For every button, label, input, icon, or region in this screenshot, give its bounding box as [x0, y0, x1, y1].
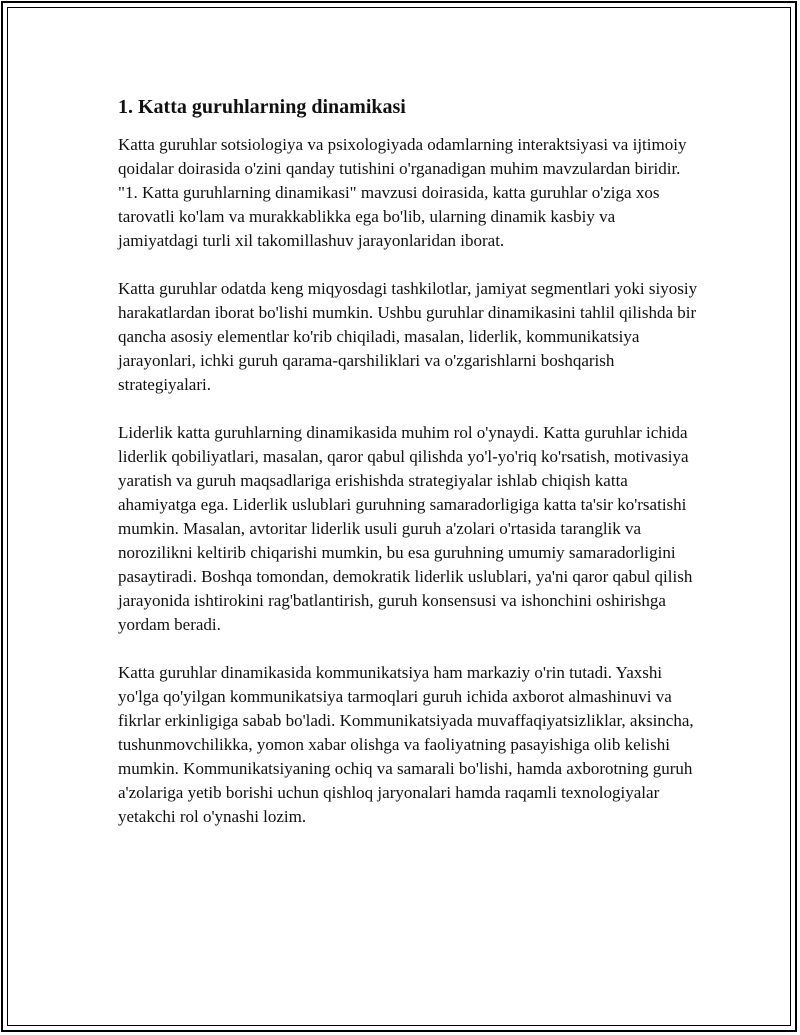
paragraph-3: Liderlik katta guruhlarning dinamikasida muhim rol o'ynaydi. Katta guruhlar ichida liderlik qobiliyatlari, masalan, qaror qabul qilishda yo'l-yo'riq ko'rsatish, motivasiya yaratish va guruh maqsadlariga erishishda strategiyalar ishlab chiqish katta ahamiyatga ega. Liderlik uslublari guruhning samaradorligiga katta ta'sir ko'rsatishi mumkin. Masalan, avtoritar liderlik usuli guruh a'zolari o'rtasida taranglik va norozilikni keltirib chiqarishi mumkin, bu esa guruhning umumiy samaradorligini pasaytiradi. Boshqa tomondan, demokratik liderlik uslublari, ya'ni qaror qabul qilish jarayonida ishtirokini rag'batlantirish, guruh konsensusi va ishonchini oshirishga yordam beradi. — [118, 423, 693, 634]
paragraph-2: Katta guruhlar odatda keng miqyosdagi tashkilotlar, jamiyat segmentlari yoki siyosiy harakatlardan iborat bo'lishi mumkin. Ushbu guruhlar dinamikasini tahlil qilishda bir qancha asosiy elementlar ko'rib chiqiladi, masalan, liderlik, kommunikatsiya jarayonlari, ichki guruh qarama-qarshiliklari va o'zgarishlarni boshqarish strategiyalari. — [118, 279, 698, 394]
document-body — [118, 95, 698, 853]
section-heading: 1. Katta guruhlarning dinamikasi — [118, 96, 406, 118]
paragraph-1: Katta guruhlar sotsiologiya va psixologiyada odamlarning interaktsiyasi va ijtimoiy qoidalar doirasida o'zini qanday tutishini o'rganadigan muhim mavzulardan biridir. "1. Katta guruhlarning dinamikasi" mavzusi doirasida, katta guruhlar o'ziga xos tarovatli ko'lam va murakkablikka ega bo'lib, ularning dinamik kasbiy va jamiyatdagi turli xil takomillashuv jarayonlaridan iborat. — [118, 135, 687, 250]
paragraph-4: Katta guruhlar dinamikasida kommunikatsiya ham markaziy o'rin tutadi. Yaxshi yo'lga qo'yilgan kommunikatsiya tarmoqlari guruh ichida axborot almashinuvi va fikrlar erkinligiga sabab bo'ladi. Kommunikatsiyada muvaffaqiyatsizliklar, aksincha, tushunmovchilikka, yomon xabar olishga va faoliyatning pasayishiga olib kelishi mumkin. Kommunikatsiyaning ochiq va samarali bo'lishi, hamda axborotning guruh a'zolariga yetib borishi uchun qishloq jaryonalari hamda raqamli texnologiyalar yetakchi rol o'ynashi lozim. — [118, 663, 694, 826]
